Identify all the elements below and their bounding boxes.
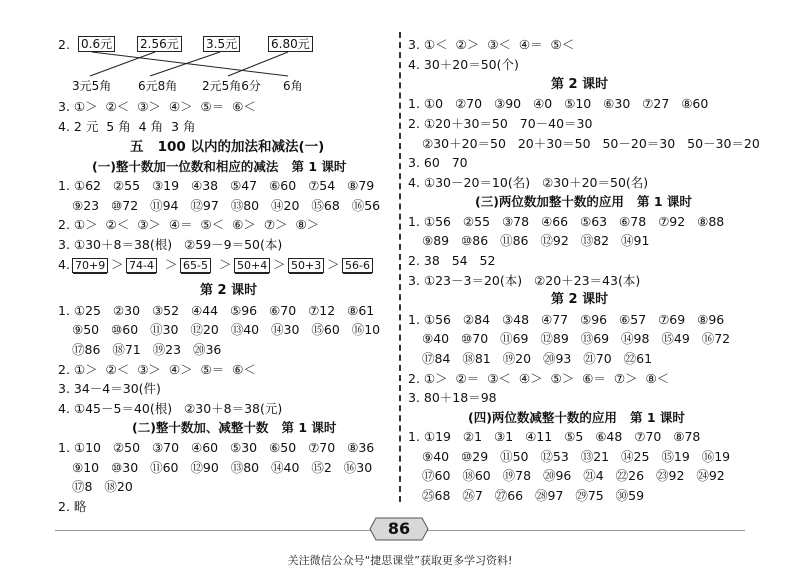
q2-box-1: 0.6元	[78, 36, 115, 52]
left-line: 3. 34－4＝30(件)	[58, 381, 161, 396]
left-line: ⑨10 ⑩30 ⑪60 ⑫90 ⑬80 ⑭40 ⑮2 ⑯30	[72, 460, 373, 475]
right-line: ⑰84 ⑱81 ⑲20 ⑳93 ㉑70 ㉒61	[422, 351, 653, 366]
column-divider	[399, 32, 401, 502]
right-line: 2. ①20＋30＝50 70－40＝30	[408, 116, 593, 131]
left-line: ⑰86 ⑱71 ⑲23 ⑳36	[72, 342, 222, 357]
q4-sign: ＞	[219, 257, 232, 272]
q2-target-3: 2元5角6分	[202, 79, 261, 93]
q4-box-2: 74-4	[126, 258, 157, 273]
right-line: ⑰60 ⑱60 ⑲78 ⑳96 ㉑4 ㉒26 ㉓92 ㉔92	[422, 468, 725, 483]
q2-target-1: 3元5角	[72, 79, 112, 93]
left-line: 1. ①10 ②50 ③70 ④60 ⑤30 ⑥50 ⑦70 ⑧36	[58, 440, 375, 455]
left-line: 4. 2 元 5 角 4 角 3 角	[58, 119, 196, 134]
q4-box-3: 65-5	[180, 258, 211, 273]
left-line: 3. ①30＋8＝38(根) ②59－9＝50(本)	[58, 237, 283, 252]
right-line: 4. ①30－20＝10(名) ②30＋20＝50(名)	[408, 175, 649, 190]
q4-sign: ＞	[165, 257, 178, 272]
q2-box-4: 6.80元	[268, 36, 313, 52]
q2-target-4: 6角	[283, 79, 303, 93]
right-line: 4. 30＋20＝50(个)	[408, 57, 519, 72]
left-line: 2. ①＞ ②＜ ③＞ ④＞ ⑤＝ ⑥＜	[58, 362, 256, 377]
q4-box-4: 50+4	[234, 258, 270, 273]
right-line: 1. ①56 ②55 ③78 ④66 ⑤63 ⑥78 ⑦92 ⑧88	[408, 214, 725, 229]
right-line: 2. 38 54 52	[408, 253, 496, 268]
sub3-title: (三)两位数加整十数的应用 第 1 课时	[475, 194, 692, 209]
q4-sign: ＞	[273, 257, 286, 272]
q2-target-2: 6元8角	[138, 79, 178, 93]
left-line: 4. ①45－5＝40(根) ②30＋8＝38(元)	[58, 401, 283, 416]
left-line: 2. ①＞ ②＜ ③＞ ④＝ ⑤＜ ⑥＞ ⑦＞ ⑧＞	[58, 217, 320, 232]
left-line: ⑰8 ⑱20	[72, 479, 133, 494]
right-line: 3. ①＜ ②＞ ③＜ ④＝ ⑤＜	[408, 37, 575, 52]
q4-box-6: 56-6	[342, 258, 373, 273]
right-line: ②30＋20＝50 20＋30＝50 50－20＝30 50－30＝20	[422, 136, 760, 151]
left-line: ⑨23 ⑩72 ⑪94 ⑫97 ⑬80 ⑭20 ⑮68 ⑯56	[72, 198, 381, 213]
right-line: 3. ①23－3＝20(本) ②20＋23＝43(本)	[408, 273, 641, 288]
lesson-2-title: 第 2 课时	[200, 283, 258, 298]
q2-box-3: 3.5元	[203, 36, 240, 52]
left-line: ⑨50 ⑩60 ⑪30 ⑫20 ⑬40 ⑭30 ⑮60 ⑯10	[72, 322, 381, 337]
q4-sign: ＞	[327, 257, 340, 272]
matching-lines	[0, 0, 400, 100]
left-line: 1. ①25 ②30 ③52 ④44 ⑤96 ⑥70 ⑦12 ⑧61	[58, 303, 375, 318]
right-line: 1. ①56 ②84 ③48 ④77 ⑤96 ⑥57 ⑦69 ⑧96	[408, 312, 725, 327]
q2-box-2: 2.56元	[137, 36, 182, 52]
right-line: 2. ①＞ ②＝ ③＜ ④＞ ⑤＞ ⑥＝ ⑦＞ ⑧＜	[408, 371, 670, 386]
left-q2-number: 2.	[58, 37, 70, 52]
q4-box-5: 50+3	[288, 258, 324, 273]
lesson-2-title: 第 2 课时	[551, 77, 609, 92]
footer-note: 关注微信公众号“捷思课堂”获取更多学习资料!	[287, 554, 513, 567]
sub2-title: (二)整十数加、减整十数 第 1 课时	[132, 420, 337, 435]
right-line: ㉕68 ㉖7 ㉗66 ㉘97 ㉙75 ㉚59	[422, 488, 645, 503]
page-number: 86	[387, 519, 411, 538]
q4-sign: ＞	[111, 257, 124, 272]
sub4-title: (四)两位数减整十数的应用 第 1 课时	[468, 410, 685, 425]
left-line: 2. 略	[58, 499, 87, 514]
right-line: 1. ①0 ②70 ③90 ④0 ⑤10 ⑥30 ⑦27 ⑧60	[408, 96, 709, 111]
right-line: 1. ①19 ②1 ③1 ④11 ⑤5 ⑥48 ⑦70 ⑧78	[408, 429, 701, 444]
right-line: ⑨40 ⑩70 ⑪69 ⑫89 ⑬69 ⑭98 ⑮49 ⑯72	[422, 331, 731, 346]
left-line: 3. ①＞ ②＜ ③＞ ④＞ ⑤＝ ⑥＜	[58, 99, 256, 114]
section-title: 五 100 以内的加法和减法(一)	[130, 139, 325, 155]
page-number-badge	[368, 516, 430, 542]
q4-box-1: 70+9	[72, 258, 108, 273]
sub1-title: (一)整十数加一位数和相应的减法 第 1 课时	[92, 159, 347, 174]
right-line: ⑨89 ⑩86 ⑪86 ⑫92 ⑬82 ⑭91	[422, 233, 650, 248]
right-line: 3. 80＋18＝98	[408, 390, 497, 405]
q4-number: 4.	[58, 257, 70, 272]
right-line: ⑨40 ⑩29 ⑪50 ⑫53 ⑬21 ⑭25 ⑮19 ⑯19	[422, 449, 731, 464]
left-line: 1. ①62 ②55 ③19 ④38 ⑤47 ⑥60 ⑦54 ⑧79	[58, 178, 375, 193]
right-line: 3. 60 70	[408, 155, 468, 170]
lesson-2b-title: 第 2 课时	[551, 292, 609, 307]
